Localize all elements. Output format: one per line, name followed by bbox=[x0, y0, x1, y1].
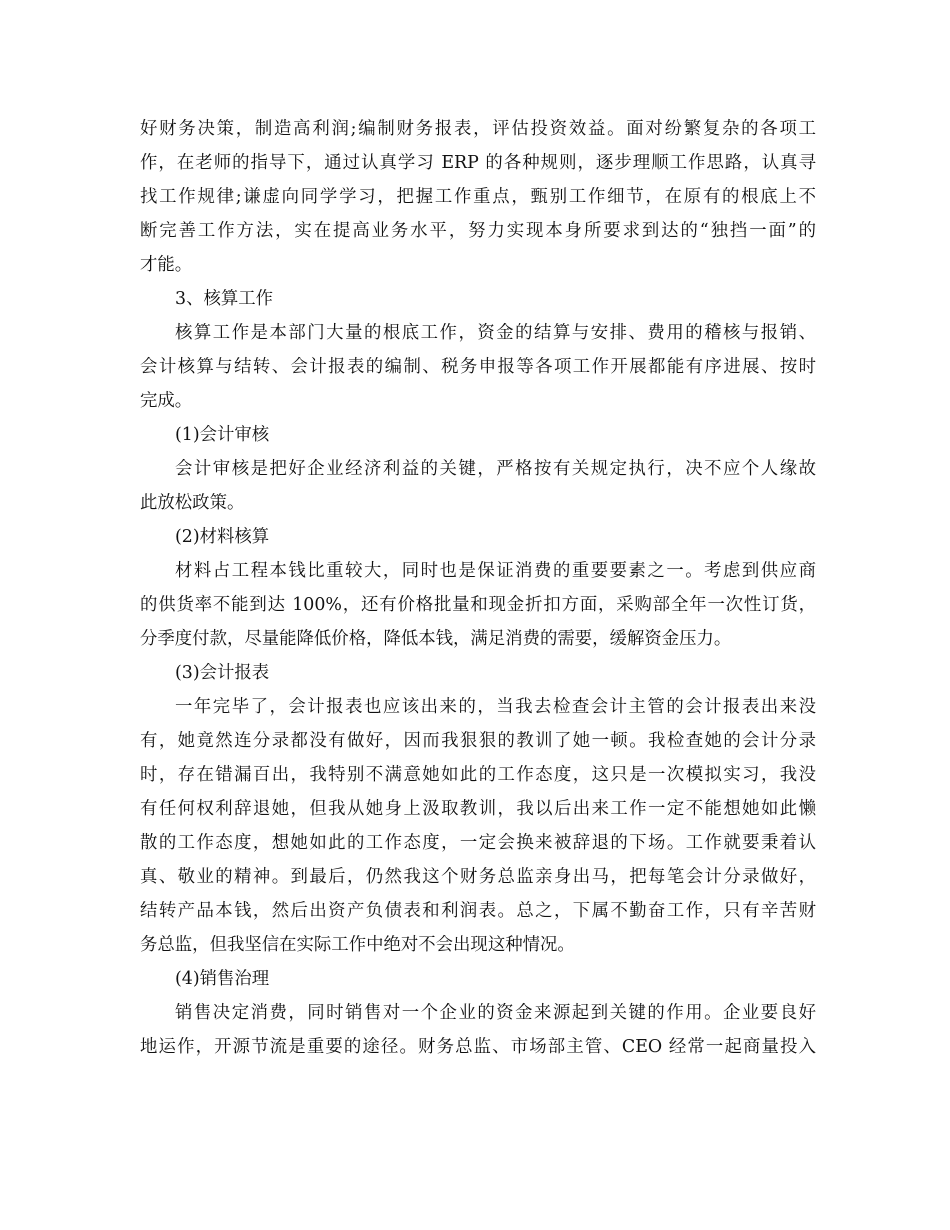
text-line: 有，她竟然连分录都没有做好，因而我狠狠的教训了她一顿。我检查她的会计分录 bbox=[140, 731, 816, 751]
text-line: 结转产品本钱，然后出资产负债表和利润表。总之，下属不勤奋工作，只有辛苦财 bbox=[140, 901, 816, 921]
paragraph bbox=[140, 690, 816, 962]
text-line: 完成。 bbox=[140, 391, 193, 411]
text-line: 的供货率不能到达 100%，还有价格批量和现金折扣方面，采购部全年一次性订货， bbox=[140, 595, 816, 615]
paragraph bbox=[140, 554, 816, 656]
text-line: 销售决定消费，同时销售对一个企业的资金来源起到关键的作用。企业要良好 bbox=[175, 1003, 816, 1023]
section-heading bbox=[140, 282, 816, 316]
text-line: 真、敬业的精神。到最后，仍然我这个财务总监亲身出马，把每笔会计分录做好， bbox=[140, 867, 816, 887]
document-page bbox=[140, 112, 816, 1064]
heading-text: (2)材料核算 bbox=[175, 527, 270, 547]
heading-text: (4)销售治理 bbox=[175, 969, 270, 989]
text-line: 好财务决策，制造高利润;编制财务报表，评估投资效益。面对纷繁复杂的各项工 bbox=[140, 119, 816, 139]
text-line: 才能。 bbox=[140, 255, 193, 275]
text-line: 有任何权利辞退她，但我从她身上汲取教训，我以后出来工作一定不能想她如此懒 bbox=[140, 799, 816, 819]
text-line: 地运作，开源节流是重要的途径。财务总监、市场部主管、CEO 经常一起商量投入 bbox=[140, 1037, 816, 1057]
section-heading bbox=[140, 656, 816, 690]
heading-text: (1)会计审核 bbox=[175, 425, 270, 445]
text-line: 会计核算与结转、会计报表的编制、税务申报等各项工作开展都能有序进展、按时 bbox=[140, 357, 816, 377]
text-line: 核算工作是本部门大量的根底工作，资金的结算与安排、费用的稽核与报销、 bbox=[175, 323, 816, 343]
text-line: 材料占工程本钱比重较大，同时也是保证消费的重要要素之一。考虑到供应商 bbox=[175, 561, 816, 581]
text-line: 会计审核是把好企业经济利益的关键，严格按有关规定执行，决不应个人缘故 bbox=[175, 459, 816, 479]
heading-text: (3)会计报表 bbox=[175, 663, 270, 683]
text-line: 一年完毕了，会计报表也应该出来的，当我去检查会计主管的会计报表出来没 bbox=[175, 697, 816, 717]
text-line: 时，存在错漏百出，我特别不满意她如此的工作态度，这只是一次模拟实习，我没 bbox=[140, 765, 816, 785]
text-line: 此放松政策。 bbox=[140, 493, 245, 513]
text-line: 务总监，但我坚信在实际工作中绝对不会出现这种情况。 bbox=[140, 935, 575, 955]
text-line: 找工作规律;谦虚向同学学习，把握工作重点，甄别工作细节，在原有的根底上不 bbox=[140, 187, 816, 207]
paragraph bbox=[140, 316, 816, 418]
section-heading bbox=[140, 418, 816, 452]
section-heading bbox=[140, 520, 816, 554]
text-line: 作，在老师的指导下，通过认真学习 ERP 的各种规则，逐步理顺工作思路，认真寻 bbox=[140, 153, 816, 173]
paragraph bbox=[140, 112, 816, 282]
text-line: 散的工作态度，想她如此的工作态度，一定会换来被辞退的下场。工作就要秉着认 bbox=[140, 833, 816, 853]
heading-text: 3、核算工作 bbox=[175, 289, 274, 309]
paragraph bbox=[140, 452, 816, 520]
text-line: 断完善工作方法，实在提高业务水平，努力实现本身所要求到达的“独挡一面”的 bbox=[140, 221, 816, 241]
paragraph bbox=[140, 996, 816, 1064]
text-line: 分季度付款，尽量能降低价格，降低本钱，满足消费的需要，缓解资金压力。 bbox=[140, 629, 732, 649]
section-heading bbox=[140, 962, 816, 996]
